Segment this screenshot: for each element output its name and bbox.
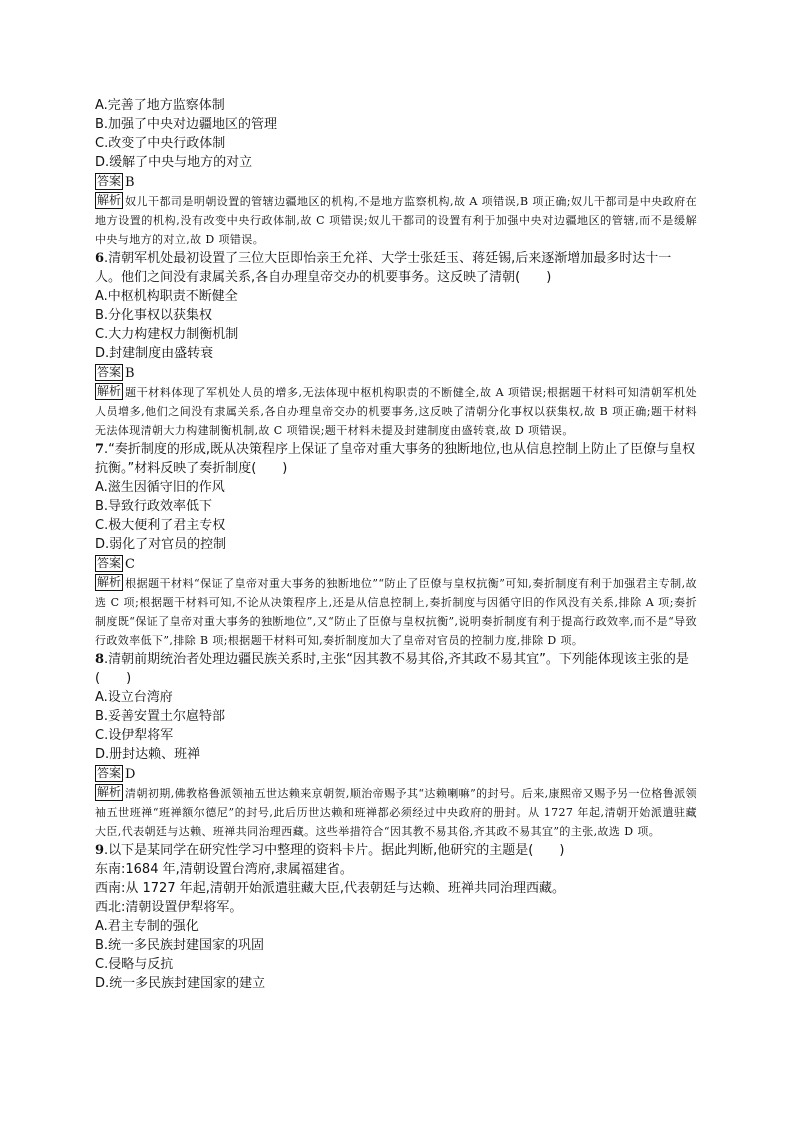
question-number: 8	[95, 652, 105, 667]
document-page	[95, 96, 697, 993]
question-stem	[95, 249, 697, 287]
option-d: D.弱化了对官员的控制	[95, 537, 227, 552]
analysis-tag: 解析	[97, 193, 122, 207]
analysis-tag: 解析	[97, 575, 122, 589]
question-5	[95, 96, 697, 249]
question-6	[95, 249, 697, 440]
data-card-southeast: 东南:1684 年,清朝设置台湾府,隶属福建省。	[95, 862, 353, 877]
question-stem	[95, 440, 697, 478]
question-stem	[95, 841, 697, 860]
option-c: C.侵略与反抗	[95, 957, 174, 972]
question-7	[95, 440, 697, 650]
option-b: B.统一多民族封建国家的巩固	[95, 938, 265, 953]
option-c: C.设伊犁将军	[95, 728, 174, 743]
question-9	[95, 841, 697, 993]
analysis-row	[95, 784, 697, 841]
answer-value: B	[125, 366, 135, 381]
answer-row	[95, 765, 697, 784]
answer-value: B	[125, 175, 135, 190]
question-number: 9	[95, 843, 105, 858]
option-b: B.加强了中央对边疆地区的管理	[95, 117, 278, 132]
answer-row	[95, 173, 697, 192]
option-d: D.统一多民族封建国家的建立	[95, 976, 266, 991]
question-8	[95, 650, 697, 841]
option-c: C.改变了中央行政体制	[95, 136, 226, 151]
analysis-tag: 解析	[97, 785, 122, 799]
answer-tag: 答案	[97, 365, 122, 379]
answer-value: C	[125, 557, 135, 572]
option-b: B.妥善安置土尔扈特部	[95, 709, 226, 724]
option-a: A.滋生因循守旧的作风	[95, 480, 225, 495]
option-c: C.大力构建权力制衡机制	[95, 327, 239, 342]
option-a: A.设立台湾府	[95, 690, 173, 705]
question-text: .“奏折制度的形成,既从决策程序上保证了皇帝对重大事务的独断地位,也从信息控制上防止了臣僚与皇权抗衡。”材料反映了奏折制度( )	[95, 442, 696, 476]
analysis-text: 根据题干材料“保证了皇帝对重大事务的独断地位”“防止了臣僚与皇权抗衡”可知,奏折制度有利于加强君主专制,故选 C 项;根据题干材料可知,不论从决策程序上,还是从信息控制上,奏折制度与因循守旧的作风没有关系,排除 A 项;奏折制度既“保证了皇帝对重大事务的独断地位”,又“防止了臣僚与皇权抗衡”,说明奏折制度有利于提高行政效率,而不是“导致行政效率低下”,排除 B 项;根据题干材料可知,奏折制度加大了皇帝对官员的控制力度,排除 D 项。	[95, 577, 697, 647]
option-b: B.导致行政效率低下	[95, 499, 213, 514]
analysis-text: 清朝初期,佛教格鲁派领袖五世达赖来京朝贺,顺治帝赐予其“达赖喇嘛”的封号。后来,康熙帝又赐予另一位格鲁派领袖五世班禅“班禅额尔德尼”的封号,此后历世达赖和班禅都必须经过中央政府的册封。从 1727 年起,清朝开始派遣驻藏大臣,代表朝廷与达赖、班禅共同治理西藏。这些举措符合“因其教不易其俗,齐其政不易其宜”的主张,故选 D 项。	[95, 787, 697, 838]
analysis-text: 题干材料体现了军机处人员的增多,无法体现中枢机构职责的不断健全,故 A 项错误;根据题干材料可知清朝军机处人员增多,他们之间没有隶属关系,各自办理皇帝交办的机要事务,这反映了清朝分化事权以获集权,故 B 项正确;题干材料无法体现清朝大力构建制衡机制,故 C 项错误;题干材料未提及封建制度由盛转衰,故 D 项错误。	[95, 386, 697, 437]
question-number: 7	[95, 442, 105, 457]
option-b: B.分化事权以获集权	[95, 308, 213, 323]
answer-row	[95, 555, 697, 574]
answer-value: D	[125, 767, 136, 782]
answer-tag: 答案	[97, 174, 122, 188]
analysis-row	[95, 574, 697, 650]
analysis-text: 奴儿干都司是明朝设置的管辖边疆地区的机构,不是地方监察机构,故 A 项错误,B 项正确;奴儿干都司是中央政府在地方设置的机构,没有改变中央行政体制,故 C 项错误;奴儿干都司的设置有利于加强中央对边疆地区的管辖,而不是缓解中央与地方的对立,故 D 项错误。	[95, 195, 697, 246]
option-a: A.君主专制的强化	[95, 919, 199, 934]
analysis-row	[95, 192, 697, 249]
data-card-northwest: 西北:清朝设置伊犁将军。	[95, 900, 243, 915]
option-d: D.封建制度由盛转衰	[95, 346, 214, 361]
answer-row	[95, 364, 697, 383]
option-d: D.缓解了中央与地方的对立	[95, 155, 253, 170]
question-text: .以下是某同学在研究性学习中整理的资料卡片。据此判断,他研究的主题是( )	[104, 843, 565, 858]
option-a: A.完善了地方监察体制	[95, 98, 225, 113]
question-text: .清朝前期统治者处理边疆民族关系时,主张“因其教不易其俗,齐其政不易其宜”。下列能体现该主张的是( )	[95, 652, 689, 686]
option-a: A.中枢机构职责不断健全	[95, 289, 238, 304]
analysis-row	[95, 383, 697, 440]
answer-tag: 答案	[97, 766, 122, 780]
analysis-tag: 解析	[97, 384, 122, 398]
question-text: .清朝军机处最初设置了三位大臣即怡亲王允祥、大学士张廷玉、蒋廷锡,后来逐渐增加最多时达十一人。他们之间没有隶属关系,各自办理皇帝交办的机要事务。这反映了清朝( )	[95, 251, 672, 285]
question-stem	[95, 650, 697, 688]
data-card-southwest: 西南:从 1727 年起,清朝开始派遣驻藏大臣,代表朝廷与达赖、班禅共同治理西藏。	[95, 881, 565, 896]
answer-tag: 答案	[97, 556, 122, 570]
option-c: C.极大便利了君主专权	[95, 518, 226, 533]
question-number: 6	[95, 251, 105, 266]
option-d: D.册封达赖、班禅	[95, 747, 201, 762]
